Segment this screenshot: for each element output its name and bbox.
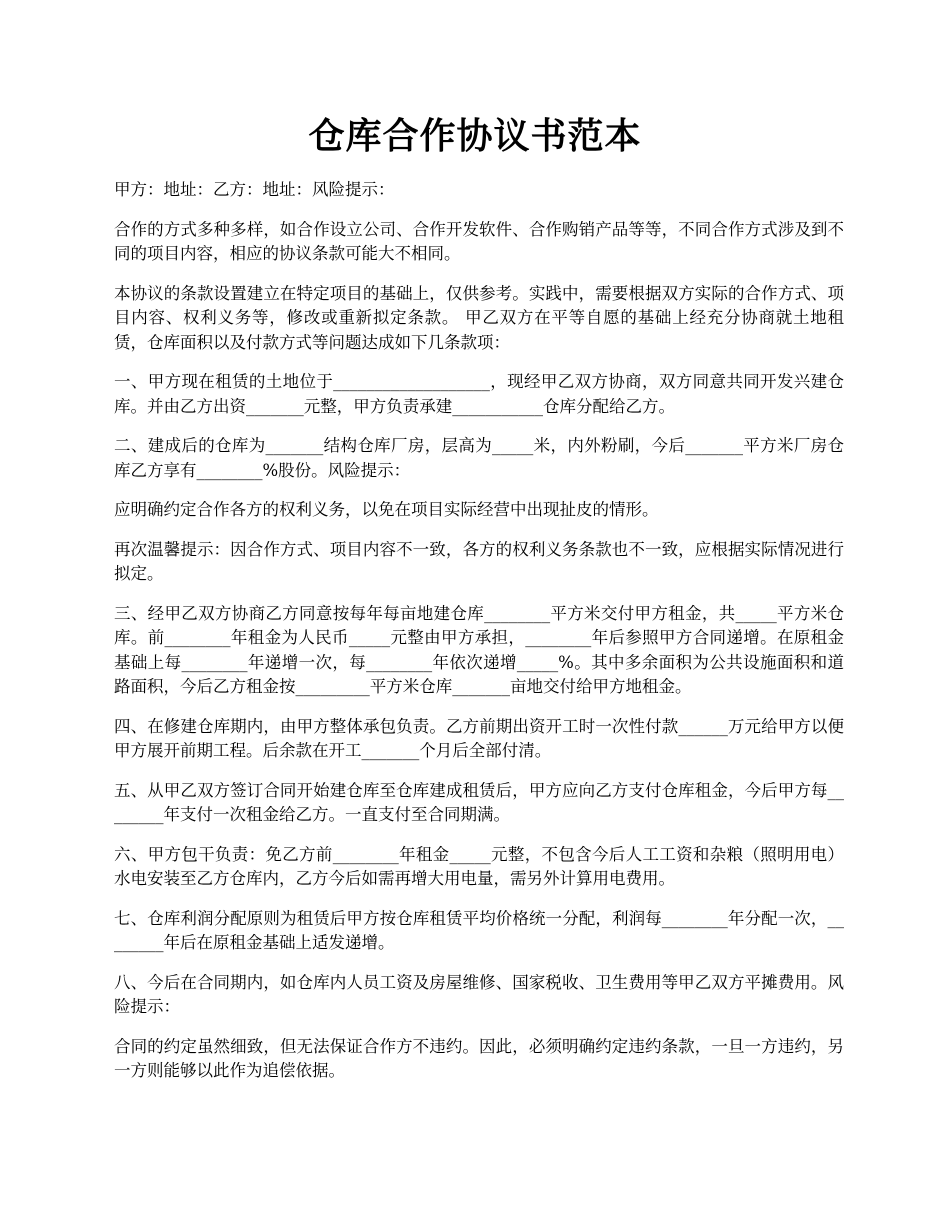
document-body xyxy=(114,178,844,1099)
paragraph-clause-4: 四、在修建仓库期内，由甲方整体承包负责。乙方前期出资开工时一次性付款______万元给甲方以便甲方展开前期工程。后余款在开工_______个月后全部付清。 xyxy=(114,716,844,760)
paragraph-clause-3: 三、经甲乙双方协商乙方同意按每年每亩地建仓库________平方米交付甲方租金，共_____平方米仓库。前________年租金为人民币_____元整由甲方承担，________年后参照甲方合同递增。在原租金基础上每________年递增一次，每________年依次递增_____%。其中多余面积为公共设施面积和道路面积，今后乙方租金按_________平方米仓库_______亩地交付给甲方地租金。 xyxy=(114,603,844,696)
paragraph-clause-5: 五、从甲乙双方签订合同开始建仓库至仓库建成租赁后，甲方应向乙方支付仓库租金，今后甲方每________年支付一次租金给乙方。一直支付至合同期满。 xyxy=(114,780,844,824)
paragraph-terms-basis: 本协议的条款设置建立在特定项目的基础上，仅供参考。实践中，需要根据双方实际的合作方式、项目内容、权利义务等，修改或重新拟定条款。 甲乙双方在平等自愿的基础上经充分协商就土地租赁，仓库面积以及付款方式等问题达成如下几条款项： xyxy=(114,283,844,352)
paragraph-rights-obligations-tip: 应明确约定合作各方的权利义务，以免在项目实际经营中出现扯皮的情形。 xyxy=(114,500,659,519)
paragraph-clause-8: 八、今后在合同期内，如仓库内人员工资及房屋维修、国家税收、卫生费用等甲乙双方平摊费用。风险提示： xyxy=(114,972,844,1016)
paragraph-breach-tip: 合同的约定虽然细致，但无法保证合作方不违约。因此，必须明确约定违约条款，一旦一方违约，另一方则能够以此作为追偿依据。 xyxy=(114,1036,844,1080)
paragraph-clause-1: 一、甲方现在租赁的土地位于___________________，现经甲乙双方协商，双方同意共同开发兴建仓库。并由乙方出资_______元整，甲方负责承建___________仓库分配给乙方。 xyxy=(114,372,844,416)
paragraph-cooperation-methods: 合作的方式多种多样，如合作设立公司、合作开发软件、合作购销产品等等，不同合作方式涉及到不同的项目内容，相应的协议条款可能大不相同。 xyxy=(114,219,844,263)
paragraph-parties: 甲方：地址：乙方：地址：风险提示： xyxy=(114,180,395,199)
paragraph-clause-7: 七、仓库利润分配原则为租赁后甲方按仓库租赁平均价格统一分配，利润每________年分配一次，________年后在原租金基础上适发递增。 xyxy=(114,908,844,952)
paragraph-reminder-tip: 再次温馨提示：因合作方式、项目内容不一致，各方的权利义务条款也不一致，应根据实际情况进行拟定。 xyxy=(114,539,844,583)
document-title: 仓库合作协议书范本 xyxy=(308,115,642,157)
paragraph-clause-2: 二、建成后的仓库为_______结构仓库厂房，层高为_____米，内外粉刷，今后_______平方米厂房仓库乙方享有________%股份。风险提示： xyxy=(114,436,844,480)
paragraph-clause-6: 六、甲方包干负责：免乙方前________年租金_____元整，不包含今后人工工资和杂粮（照明用电）水电安装至乙方仓库内，乙方今后如需再增大用电量，需另外计算用电费用。 xyxy=(114,844,844,888)
